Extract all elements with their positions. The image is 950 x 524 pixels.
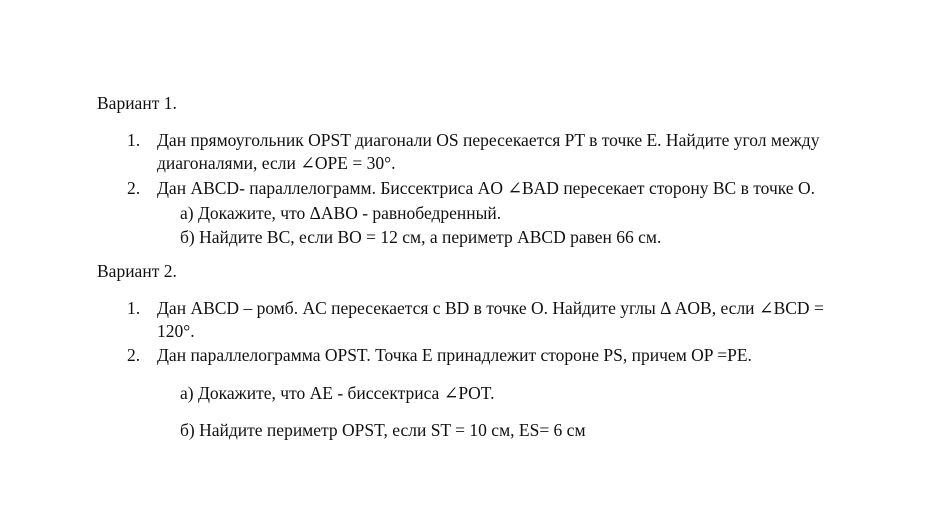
variant-1-task-2-text: Дан ABCD- параллелограмм. Биссектриса AO ∠BAD пересекает сторону BC в точке O. [157,178,815,198]
variant-2-task-2-text: Дан параллелограмма OPST. Точка E принадлежит стороне PS, причем OP =PE. [157,345,752,365]
variant-2-task-1-text: Дан ABCD – ромб. AC пересекается с BD в точке O. Найдите углы Δ AOB, если ∠BCD = [157,298,824,318]
variant-1-heading: Вариант 1. [97,93,177,113]
variant-1-task-1-number: 1. [127,130,141,150]
variant-1-task-2-subtask-a: а) Докажите, что ΔABO - равнобедренный. [180,203,502,223]
variant-1-task-1-text: Дан прямоугольник OPST диагонали OS пересекается PT в точке E. Найдите угол между [157,130,820,150]
variant-2-task-2-subtask-a: а) Докажите, что AE - биссектриса ∠POT. [180,383,495,403]
variant-1-task-2-subtask-b: б) Найдите BC, если BO = 12 см, а периметр ABCD равен 66 см. [180,227,662,247]
variant-2-task-2-number: 2. [127,345,141,365]
variant-1-task-2-number: 2. [127,178,141,198]
variant-2-task-2-subtask-b: б) Найдите периметр OPST, если ST = 10 см, ES= 6 см [180,420,586,440]
variant-1-task-1-text-continued: диагоналями, если ∠OPE = 30°. [157,153,396,173]
variant-2-task-1-number: 1. [127,298,141,318]
variant-2-task-1-text-continued: 120°. [157,321,195,341]
variant-2-heading: Вариант 2. [97,261,177,281]
